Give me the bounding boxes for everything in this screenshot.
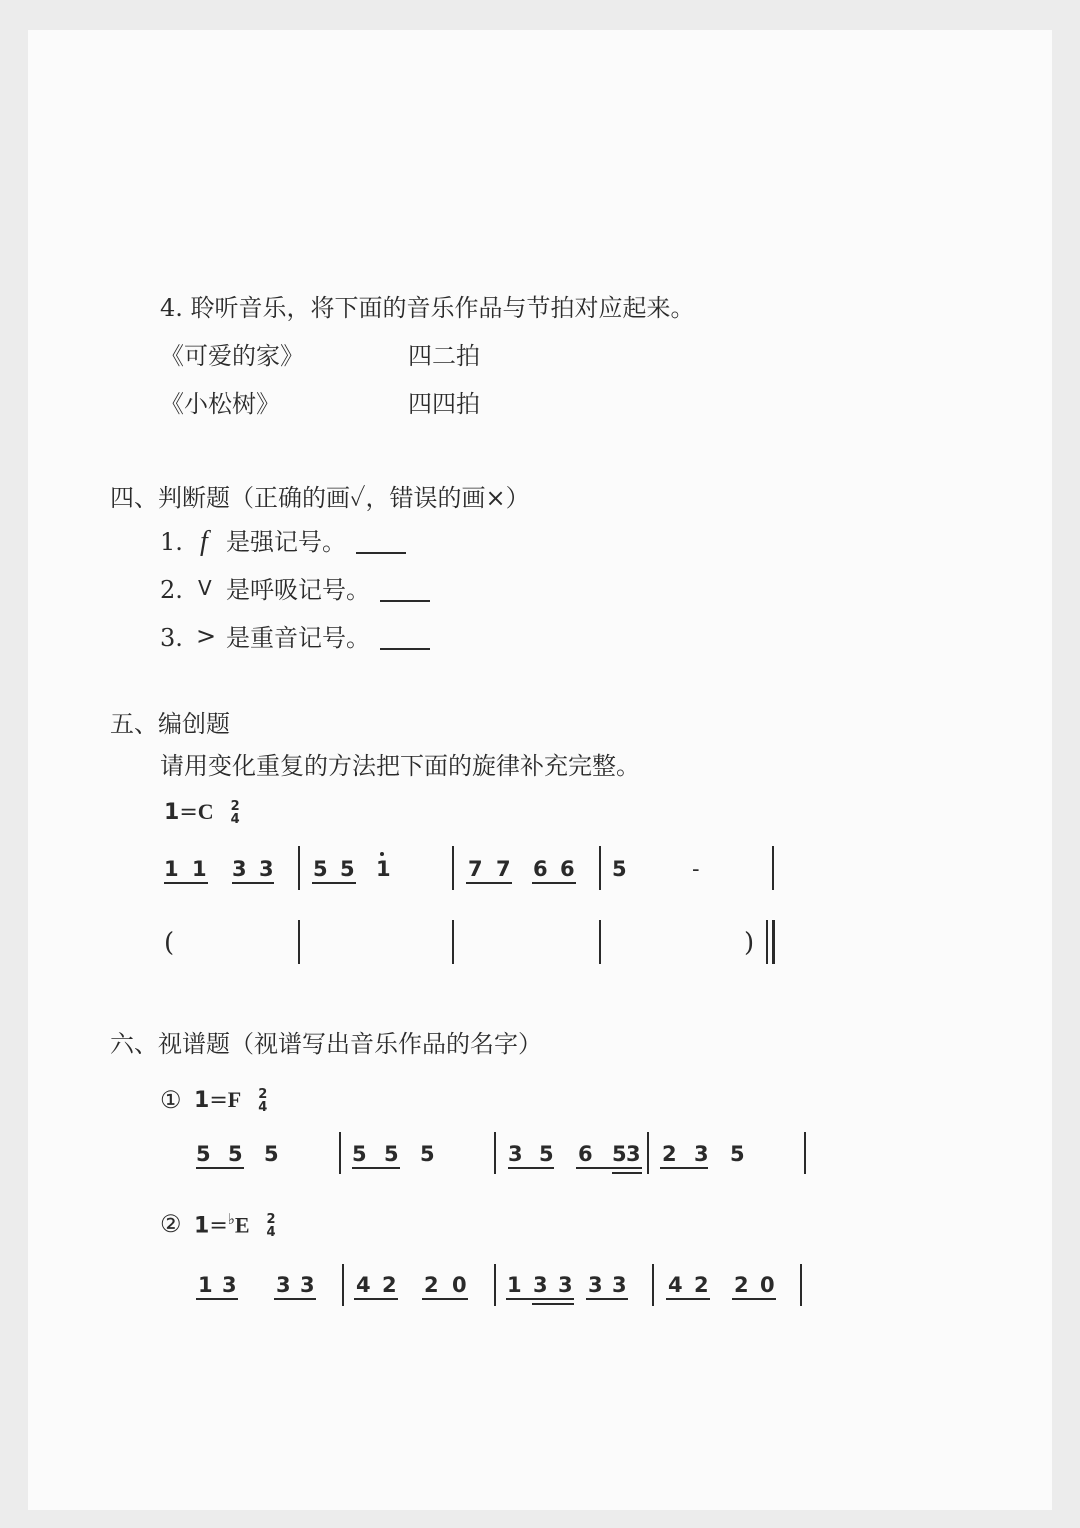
note: 3 [300, 1273, 315, 1297]
note: 2 [424, 1273, 439, 1297]
eighth-beam [164, 882, 208, 884]
example-2-number: ② [160, 1210, 182, 1238]
bar-line [452, 846, 454, 890]
judge-item-1-number: 1. [160, 528, 183, 556]
note: 3 [508, 1142, 523, 1166]
eighth-beam [274, 1298, 316, 1300]
bar-line [599, 920, 601, 964]
bar-line [298, 920, 300, 964]
judge-item-3-number: 3. [160, 624, 183, 652]
sixteenth-beam [532, 1303, 574, 1305]
judge-item-2-number: 2. [160, 576, 183, 604]
note: 3 [222, 1273, 237, 1297]
judge-item-1-text: 是强记号。 [226, 528, 346, 556]
sixteenth-beam [612, 1172, 642, 1174]
bar-line [652, 1264, 654, 1306]
key-signature-c: 1=C 2 4 [164, 799, 240, 827]
note: 6 [578, 1142, 593, 1166]
judge-item-1-answer-blank[interactable] [356, 552, 406, 554]
example-1-number: ① [160, 1086, 182, 1114]
key-signature-f: 1=F 2 4 [194, 1087, 268, 1115]
bar-line [647, 1132, 649, 1174]
breath-mark-symbol: V [198, 576, 212, 600]
time-signature: 2 4 [266, 1212, 276, 1241]
note: 5 [539, 1142, 554, 1166]
high-octave-dot [380, 852, 384, 856]
note: 5 [264, 1142, 279, 1166]
eighth-beam [666, 1298, 710, 1300]
work-title-1: 《可爱的家》 [160, 342, 304, 370]
note: 5 [612, 857, 627, 881]
note: 5 [196, 1142, 211, 1166]
bar-line [298, 846, 300, 890]
eighth-beam [586, 1298, 628, 1300]
bar-line [452, 920, 454, 964]
eighth-beam [506, 1298, 574, 1300]
eighth-beam [660, 1167, 708, 1169]
judge-item-2-answer-blank[interactable] [380, 600, 430, 602]
eighth-beam [196, 1298, 238, 1300]
time-signature: 2 4 [230, 799, 240, 827]
note: 7 [496, 857, 511, 881]
meter-label-1: 四二拍 [408, 342, 480, 370]
note: 5 [384, 1142, 399, 1166]
judge-item-2-text: 是呼吸记号。 [226, 576, 370, 604]
note: 2 [734, 1273, 749, 1297]
question-4-title: 4. 聆听音乐，将下面的音乐作品与节拍对应起来。 [160, 294, 695, 322]
answer-open-paren: ( [164, 928, 175, 958]
eighth-beam [732, 1298, 776, 1300]
bar-line [339, 1132, 341, 1174]
eighth-beam [576, 1167, 642, 1169]
note: 3 [533, 1273, 548, 1297]
accent-mark-symbol: > [196, 622, 217, 650]
eighth-beam [354, 1298, 398, 1300]
bar-line [800, 1264, 802, 1306]
note: 3 [259, 857, 274, 881]
judge-item-3-answer-blank[interactable] [380, 648, 430, 650]
note: 5 [612, 1142, 627, 1166]
bar-line [599, 846, 601, 890]
section-4-title: 四、判断题（正确的画✓，错误的画×） [110, 484, 530, 512]
eighth-beam [312, 882, 356, 884]
note: 5 [352, 1142, 367, 1166]
double-bar-thick [772, 920, 775, 964]
judge-item-3-text: 是重音记号。 [226, 624, 370, 652]
note: 3 [694, 1142, 709, 1166]
note: 4 [668, 1273, 683, 1297]
note: 2 [694, 1273, 709, 1297]
note: 0 [452, 1273, 467, 1297]
note-high-do: 1 [376, 857, 391, 881]
note: 5 [730, 1142, 745, 1166]
note: 3 [276, 1273, 291, 1297]
dash-note: - [692, 857, 700, 881]
note: 5 [313, 857, 328, 881]
note: 0 [760, 1273, 775, 1297]
answer-close-paren: ) [744, 928, 755, 958]
time-signature: 2 4 [258, 1087, 268, 1115]
composition-answer-area[interactable] [186, 962, 766, 964]
eighth-beam [508, 1167, 554, 1169]
note: 6 [533, 857, 548, 881]
forte-symbol: f [200, 526, 208, 557]
eighth-beam [422, 1298, 468, 1300]
work-title-2: 《小松树》 [160, 390, 280, 418]
eighth-beam [196, 1167, 244, 1169]
note: 1 [192, 857, 207, 881]
bar-line [494, 1132, 496, 1174]
note: 7 [468, 857, 483, 881]
note: 1 [198, 1273, 213, 1297]
note: 3 [588, 1273, 603, 1297]
bar-line [772, 846, 774, 890]
note: 3 [558, 1273, 573, 1297]
note: 5 [420, 1142, 435, 1166]
eighth-beam [532, 882, 576, 884]
bar-line [342, 1264, 344, 1306]
note: 3 [232, 857, 247, 881]
eighth-beam [232, 882, 274, 884]
double-bar-thin [766, 920, 768, 964]
section-6-title: 六、视谱题（视谱写出音乐作品的名字） [110, 1030, 542, 1058]
eighth-beam [352, 1167, 400, 1169]
note: 1 [164, 857, 179, 881]
note: 1 [507, 1273, 522, 1297]
note: 2 [662, 1142, 677, 1166]
section-5-prompt: 请用变化重复的方法把下面的旋律补充完整。 [160, 752, 640, 780]
note: 3 [612, 1273, 627, 1297]
note: 4 [356, 1273, 371, 1297]
meter-label-2: 四四拍 [408, 390, 480, 418]
bar-line [804, 1132, 806, 1174]
note: 5 [340, 857, 355, 881]
section-5-title: 五、编创题 [110, 710, 230, 738]
note: 5 [228, 1142, 243, 1166]
note: 2 [382, 1273, 397, 1297]
key-signature-e-flat: 1=♭E 2 4 [194, 1210, 276, 1241]
eighth-beam [466, 882, 512, 884]
bar-line [494, 1264, 496, 1306]
note: 6 [560, 857, 575, 881]
note: 3 [626, 1142, 641, 1166]
